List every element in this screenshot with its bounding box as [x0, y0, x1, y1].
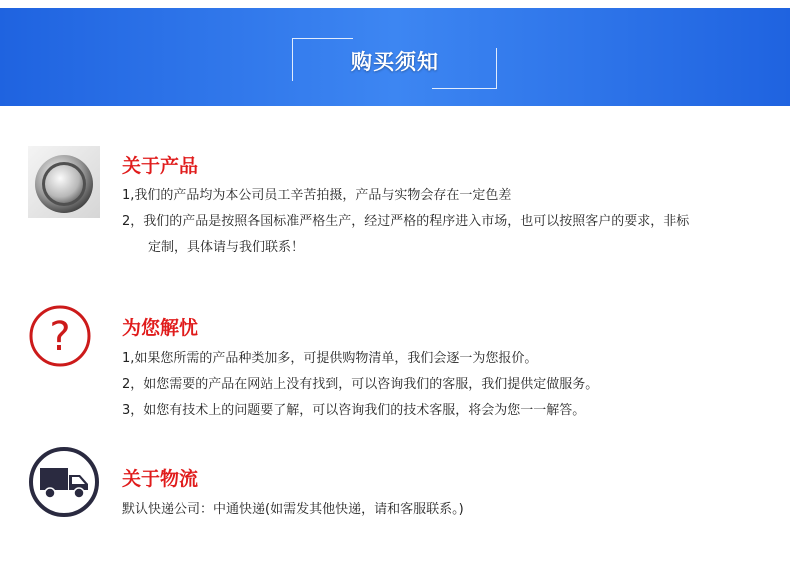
section-line: 2，如您需要的产品在网站上没有找到，可以咨询我们的客服，我们提供定做服务。	[122, 377, 599, 392]
header-banner	[0, 8, 790, 106]
question-mark-icon	[28, 304, 100, 376]
section-title: 关于产品	[122, 155, 199, 177]
banner-title: 购买须知	[351, 50, 439, 74]
section-title: 关于物流	[122, 468, 199, 490]
truck-icon	[28, 446, 100, 518]
svg-text:?: ?	[49, 314, 71, 360]
section-line: 定制，具体请与我们联系！	[148, 240, 305, 255]
section-line: 2，我们的产品是按照各国标准严格生产，经过严格的程序进入市场，也可以按照客户的要求，非标	[122, 214, 690, 229]
section-line: 1,我们的产品均为本公司员工辛苦拍摄，产品与实物会存在一定色差	[122, 188, 512, 203]
metal-button-icon	[28, 146, 100, 218]
section-line: 默认快递公司：中通快递(如需发其他快递，请和客服联系。)	[122, 502, 464, 517]
section-line: 1,如果您所需的产品种类加多，可提供购物清单，我们会逐一为您报价。	[122, 351, 538, 366]
section-line: 3，如您有技术上的问题要了解，可以咨询我们的技术客服，将会为您一一解答。	[122, 403, 586, 418]
section-title: 为您解忧	[122, 317, 199, 339]
